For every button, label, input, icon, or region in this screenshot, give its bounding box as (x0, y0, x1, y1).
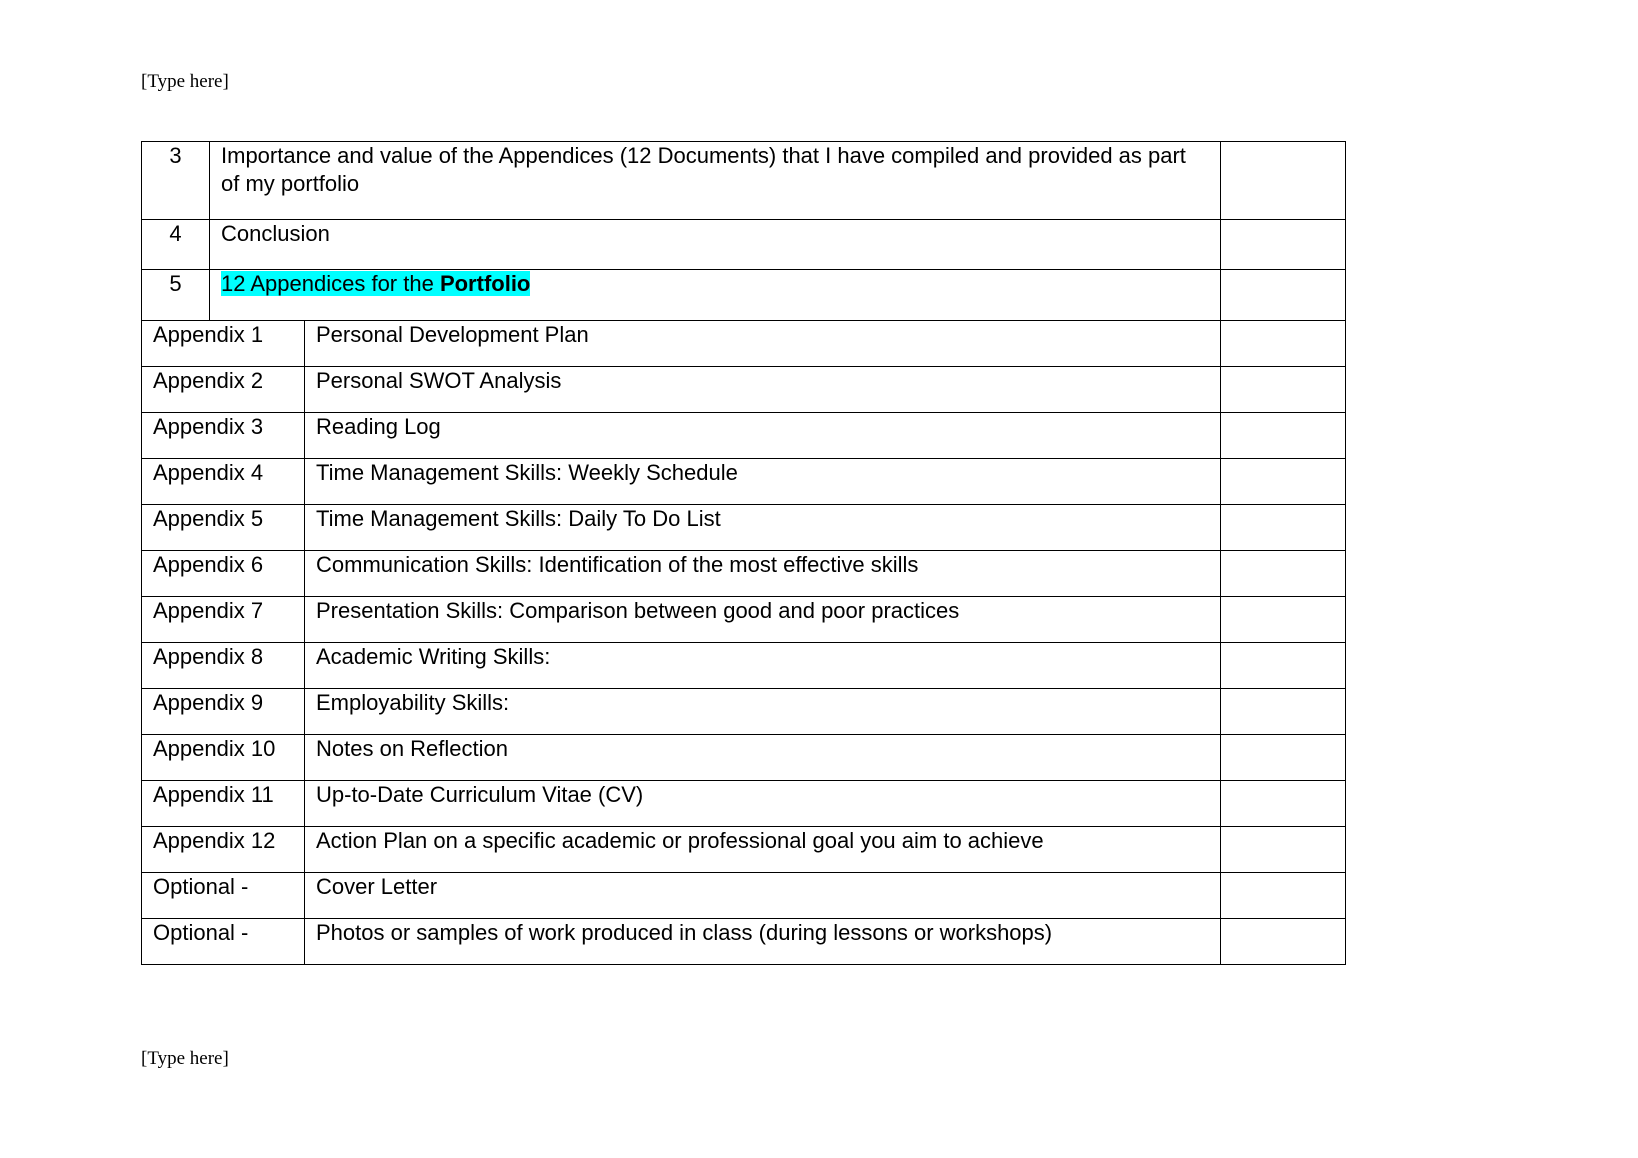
empty-cell (1221, 413, 1346, 459)
empty-cell (1221, 321, 1346, 367)
section-number: 5 (142, 270, 210, 321)
empty-cell (1221, 220, 1346, 270)
appendix-title: Cover Letter (305, 873, 1221, 919)
empty-cell (1221, 827, 1346, 873)
empty-cell (1221, 551, 1346, 597)
empty-cell (1221, 873, 1346, 919)
heading-text: 12 Appendices for the (221, 271, 440, 296)
appendix-row (142, 689, 1346, 735)
appendix-label: Appendix 7 (142, 597, 305, 643)
appendix-row (142, 827, 1346, 873)
appendix-label: Appendix 8 (142, 643, 305, 689)
appendix-label: Appendix 11 (142, 781, 305, 827)
appendix-title: Time Management Skills: Weekly Schedule (305, 459, 1221, 505)
section-row (142, 270, 1346, 321)
appendix-row (142, 919, 1346, 965)
empty-cell (1221, 459, 1346, 505)
section-row (142, 220, 1346, 270)
appendix-row (142, 551, 1346, 597)
highlighted-heading (221, 271, 530, 296)
appendix-label: Appendix 12 (142, 827, 305, 873)
appendix-label: Optional - (142, 919, 305, 965)
appendix-row (142, 413, 1346, 459)
empty-cell (1221, 142, 1346, 220)
page-footer: [Type here] (141, 1048, 229, 1069)
appendix-title: Employability Skills: (305, 689, 1221, 735)
appendix-row (142, 505, 1346, 551)
section-number: 4 (142, 220, 210, 270)
appendix-label: Appendix 4 (142, 459, 305, 505)
appendix-row (142, 321, 1346, 367)
appendix-label: Appendix 3 (142, 413, 305, 459)
appendix-row (142, 873, 1346, 919)
appendix-row (142, 643, 1346, 689)
appendix-label: Optional - (142, 873, 305, 919)
section-title (210, 270, 1221, 321)
appendix-title: Action Plan on a specific academic or professional goal you aim to achieve (305, 827, 1221, 873)
empty-cell (1221, 919, 1346, 965)
empty-cell (1221, 270, 1346, 321)
appendix-title: Up-to-Date Curriculum Vitae (CV) (305, 781, 1221, 827)
appendix-title: Personal SWOT Analysis (305, 367, 1221, 413)
empty-cell (1221, 643, 1346, 689)
appendix-title: Academic Writing Skills: (305, 643, 1221, 689)
section-title: Importance and value of the Appendices (12 Documents) that I have compiled and provided as part of my portfolio (210, 142, 1221, 220)
appendix-label: Appendix 6 (142, 551, 305, 597)
appendix-label: Appendix 10 (142, 735, 305, 781)
appendix-row (142, 735, 1346, 781)
appendix-label: Appendix 2 (142, 367, 305, 413)
section-title: Conclusion (210, 220, 1221, 270)
appendix-label: Appendix 9 (142, 689, 305, 735)
section-row (142, 142, 1346, 220)
appendix-title: Presentation Skills: Comparison between good and poor practices (305, 597, 1221, 643)
appendix-row (142, 597, 1346, 643)
appendix-title: Reading Log (305, 413, 1221, 459)
appendix-row (142, 367, 1346, 413)
portfolio-contents-table (141, 141, 1346, 965)
empty-cell (1221, 781, 1346, 827)
appendix-title: Photos or samples of work produced in class (during lessons or workshops) (305, 919, 1221, 965)
appendix-label: Appendix 5 (142, 505, 305, 551)
empty-cell (1221, 597, 1346, 643)
appendix-title: Communication Skills: Identification of the most effective skills (305, 551, 1221, 597)
empty-cell (1221, 735, 1346, 781)
appendix-label: Appendix 1 (142, 321, 305, 367)
section-number: 3 (142, 142, 210, 220)
empty-cell (1221, 367, 1346, 413)
appendix-title: Notes on Reflection (305, 735, 1221, 781)
page-header: [Type here] (141, 71, 229, 92)
appendix-row (142, 781, 1346, 827)
appendix-title: Personal Development Plan (305, 321, 1221, 367)
empty-cell (1221, 505, 1346, 551)
empty-cell (1221, 689, 1346, 735)
heading-bold-text: Portfolio (439, 271, 531, 296)
appendix-row (142, 459, 1346, 505)
appendix-title: Time Management Skills: Daily To Do List (305, 505, 1221, 551)
